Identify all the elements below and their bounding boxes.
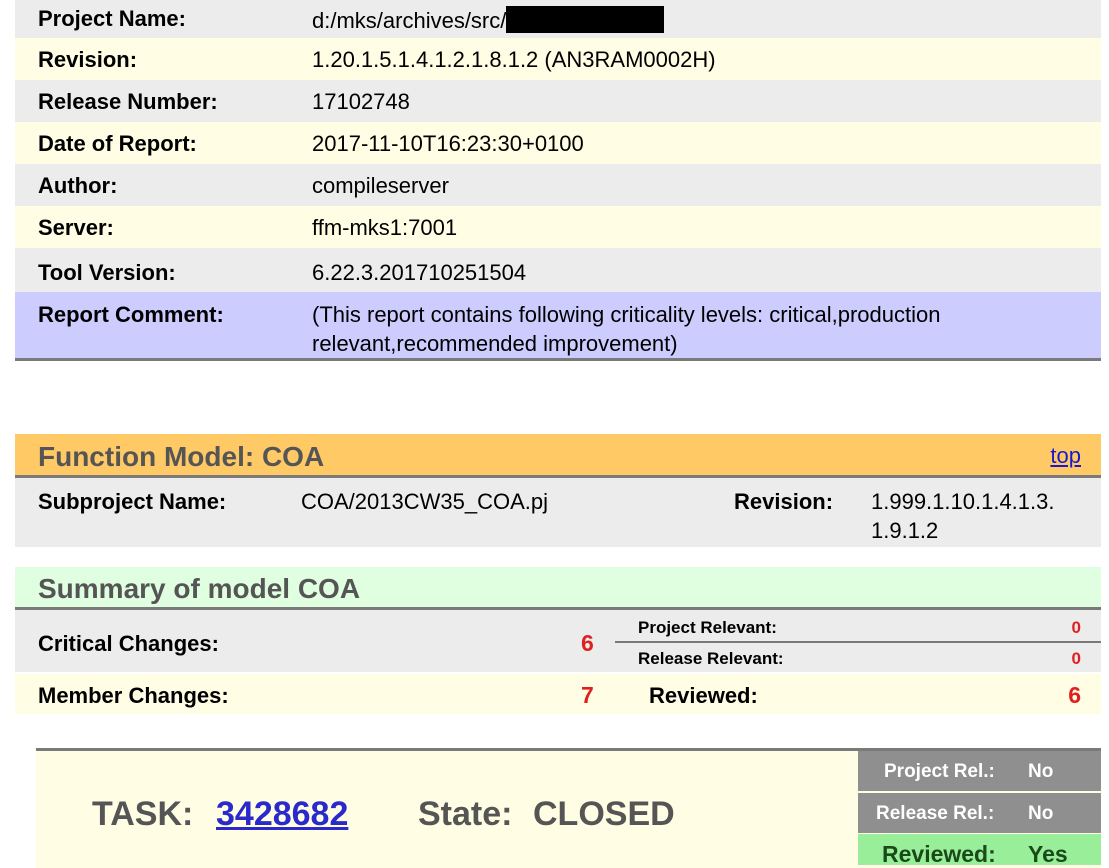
release-rel-value: No xyxy=(1028,803,1054,824)
date-of-report-value: 2017-11-10T16:23:30+0100 xyxy=(312,131,584,156)
task-reviewed-value: Yes xyxy=(1028,841,1068,867)
task-reviewed-label: Reviewed: xyxy=(882,841,996,867)
top-link[interactable]: top xyxy=(1050,443,1081,468)
report-comment-line2: relevant,recommended improvement) xyxy=(312,331,678,356)
report-comment-label: Report Comment: xyxy=(38,302,224,327)
critical-changes-row xyxy=(15,610,1101,672)
revision-label: Revision: xyxy=(38,47,138,72)
subproject-revision-line1: 1.999.1.10.1.4.1.3. xyxy=(871,489,1055,514)
server-value: ffm-mks1:7001 xyxy=(312,215,458,240)
header-row-release-number xyxy=(15,80,1101,122)
project-rel-label: Project Rel.: xyxy=(884,761,995,782)
release-relevant-label: Release Relevant: xyxy=(638,649,784,668)
release-rel-cell xyxy=(858,793,1101,833)
subproject-revision-label: Revision: xyxy=(734,489,834,514)
header-row-report-comment xyxy=(15,292,1101,361)
report-comment-line1: (This report contains following criticality levels: critical,production xyxy=(312,302,941,327)
critical-changes-value: 6 xyxy=(581,630,594,656)
task-id-link[interactable]: 3428682 xyxy=(216,795,349,833)
project-rel-value: No xyxy=(1028,761,1054,782)
release-relevant-cell xyxy=(638,648,1101,672)
header-row-author xyxy=(15,164,1101,206)
state-value: CLOSED xyxy=(533,795,675,833)
function-model-header xyxy=(15,434,1101,478)
task-reviewed-cell xyxy=(858,834,1101,865)
critical-changes-label: Critical Changes: xyxy=(38,631,219,656)
state-label: State: xyxy=(418,795,513,833)
author-label: Author: xyxy=(38,173,118,198)
release-number-value: 17102748 xyxy=(312,89,410,114)
summary-title: Summary of model COA xyxy=(38,573,361,604)
project-relevant-cell xyxy=(615,610,1101,643)
server-label: Server: xyxy=(38,215,114,240)
member-changes-label: Member Changes: xyxy=(38,683,229,708)
member-changes-row xyxy=(15,674,1101,714)
author-value: compileserver xyxy=(312,173,449,198)
header-row-revision xyxy=(15,38,1101,80)
header-row-server xyxy=(15,206,1101,248)
subproject-name-value: COA/2013CW35_COA.pj xyxy=(301,489,548,514)
release-relevant-value: 0 xyxy=(1071,649,1081,668)
project-name-value: d:/mks/archives/src/ xyxy=(312,6,664,34)
subproject-name-label: Subproject Name: xyxy=(38,489,227,514)
task-label: TASK: xyxy=(92,795,194,833)
summary-header xyxy=(15,567,1101,610)
project-rel-cell xyxy=(858,751,1101,791)
member-changes-value: 7 xyxy=(581,682,594,708)
function-model-title: Function Model: COA xyxy=(38,441,325,472)
subproject-row xyxy=(15,478,1101,547)
summary-reviewed-label: Reviewed: xyxy=(649,683,758,708)
date-of-report-label: Date of Report: xyxy=(38,131,197,156)
summary-reviewed-value: 6 xyxy=(1068,682,1081,708)
release-rel-label: Release Rel.: xyxy=(876,803,995,824)
subproject-revision-line2: 1.9.1.2 xyxy=(871,518,939,543)
tool-version-value: 6.22.3.201710251504 xyxy=(312,260,527,285)
header-row-project-name xyxy=(15,0,1101,38)
project-name-label: Project Name: xyxy=(38,6,186,31)
header-row-tool-version xyxy=(15,248,1101,292)
header-row-date xyxy=(15,122,1101,164)
project-relevant-value: 0 xyxy=(1071,618,1081,637)
release-number-label: Release Number: xyxy=(38,89,218,114)
tool-version-label: Tool Version: xyxy=(38,260,176,285)
revision-value: 1.20.1.5.1.4.1.2.1.8.1.2 (AN3RAM0002H) xyxy=(312,47,716,72)
project-relevant-label: Project Relevant: xyxy=(638,618,777,637)
redaction-bar xyxy=(506,6,664,33)
